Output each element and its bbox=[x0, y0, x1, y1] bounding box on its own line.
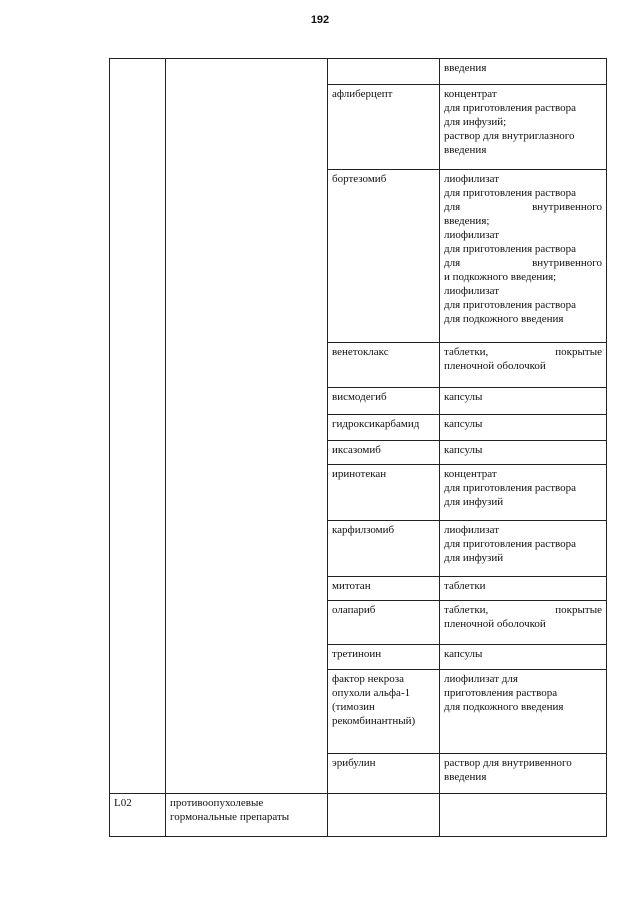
dosage-form-cell: концентрат для приготовления раствора для инфузий; раствор для внутриглазного введения bbox=[440, 85, 607, 170]
dosage-form-cell: капсулы bbox=[440, 415, 607, 441]
dosage-form-cell: раствор для внутривенного введения bbox=[440, 754, 607, 794]
dosage-form-cell: капсулы bbox=[440, 441, 607, 465]
drug-name-cell: гидроксикарбамид bbox=[328, 415, 440, 441]
dosage-form-cell: лиофилизат для приготовления раствора для подкожного введения bbox=[440, 670, 607, 754]
drug-table bbox=[109, 58, 607, 837]
drug-name-cell: митотан bbox=[328, 577, 440, 601]
dosage-form-cell: таблетки bbox=[440, 577, 607, 601]
group-cell bbox=[166, 59, 328, 794]
table-row bbox=[110, 59, 607, 85]
drug-name-cell: бортезомиб bbox=[328, 170, 440, 343]
atc-code-cell: L02 bbox=[110, 794, 166, 837]
dosage-form-cell: таблетки, покрытые пленочной оболочкой bbox=[440, 343, 607, 388]
dosage-form-cell: лиофилизат для приготовления раствора для инфузий bbox=[440, 521, 607, 577]
drug-name-cell: венетоклакс bbox=[328, 343, 440, 388]
group-name-cell: противоопухолевые гормональные препараты bbox=[166, 794, 328, 837]
drug-name-cell: третиноин bbox=[328, 645, 440, 670]
dosage-form-cell: капсулы bbox=[440, 388, 607, 415]
code-cell bbox=[110, 59, 166, 794]
drug-name-cell: иринотекан bbox=[328, 465, 440, 521]
dosage-form-cell: таблетки, покрытые пленочной оболочкой bbox=[440, 601, 607, 645]
page-number: 192 bbox=[310, 14, 330, 26]
dosage-form-cell: капсулы bbox=[440, 645, 607, 670]
dosage-form-cell: лиофилизат для приготовления раствора для внутривенного введения; лиофилизат для приготовления раствора для внутривенного и подкожного введения; лиофилизат для приготовления раствора для подкожного введения bbox=[440, 170, 607, 343]
drug-name-cell: олапариб bbox=[328, 601, 440, 645]
dosage-form-cell: введения bbox=[440, 59, 607, 85]
dosage-form-cell: концентрат для приготовления раствора для инфузий bbox=[440, 465, 607, 521]
drug-name-cell: карфилзомиб bbox=[328, 521, 440, 577]
drug-name-cell: фактор некроза опухоли альфа-1 (тимозин рекомбинантный) bbox=[328, 670, 440, 754]
drug-name-cell: иксазомиб bbox=[328, 441, 440, 465]
drug-name-cell bbox=[328, 59, 440, 85]
drug-name-cell bbox=[328, 794, 440, 837]
dosage-form-cell bbox=[440, 794, 607, 837]
table-row bbox=[110, 794, 607, 837]
drug-name-cell: эрибулин bbox=[328, 754, 440, 794]
drug-name-cell: афлиберцепт bbox=[328, 85, 440, 170]
drug-name-cell: висмодегиб bbox=[328, 388, 440, 415]
